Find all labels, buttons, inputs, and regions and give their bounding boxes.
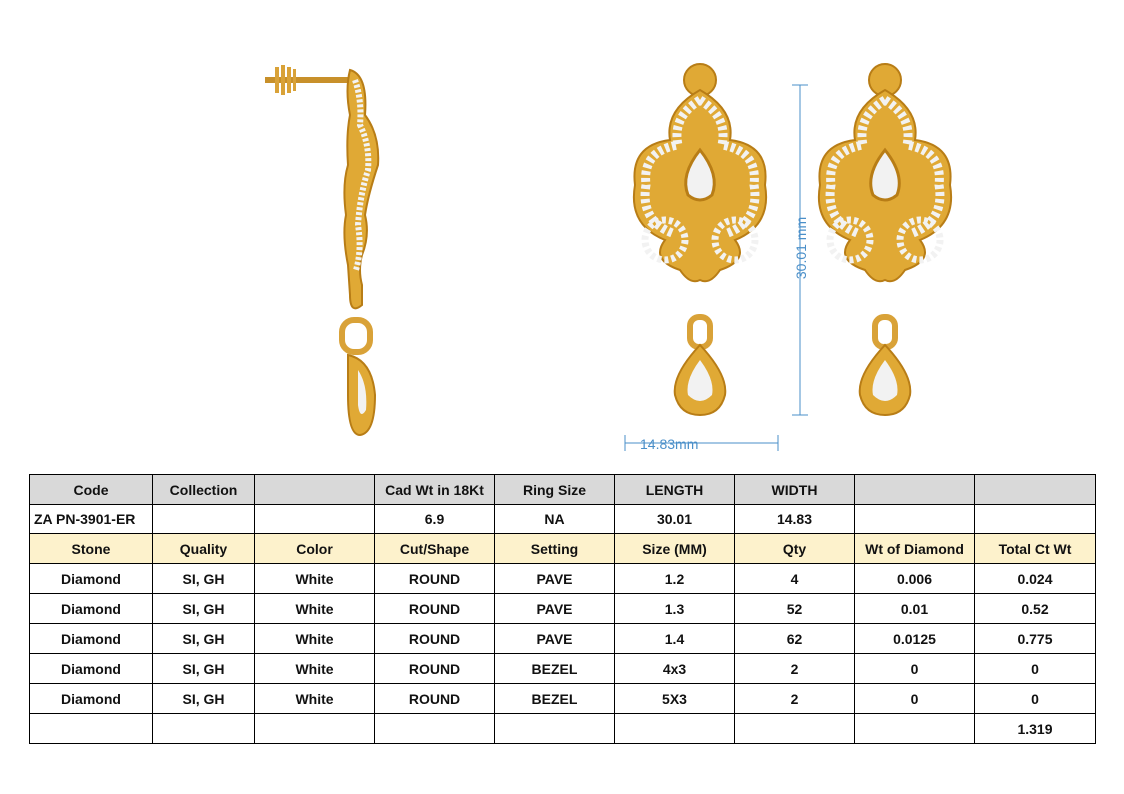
table-cell: Diamond xyxy=(30,684,153,714)
header-cell: Cut/Shape xyxy=(375,534,495,564)
table-cell: 0.52 xyxy=(975,594,1096,624)
table-cell: 2 xyxy=(735,684,855,714)
table-cell: ROUND xyxy=(375,564,495,594)
table-cell: PAVE xyxy=(495,624,615,654)
table-row xyxy=(30,594,1096,624)
table-cell: 52 xyxy=(735,594,855,624)
header-cell: Total Ct Wt xyxy=(975,534,1096,564)
info-cell xyxy=(255,505,375,534)
header-cell: WIDTH xyxy=(735,475,855,505)
header-cell: Quality xyxy=(153,534,255,564)
info-cell xyxy=(153,505,255,534)
table-cell: ROUND xyxy=(375,624,495,654)
header-cell: Collection xyxy=(153,475,255,505)
table-cell xyxy=(255,714,375,744)
table-cell xyxy=(30,714,153,744)
table-cell: ROUND xyxy=(375,654,495,684)
table-cell: 0.775 xyxy=(975,624,1096,654)
table-cell: 0.006 xyxy=(855,564,975,594)
header-cell: Stone xyxy=(30,534,153,564)
table-cell: White xyxy=(255,654,375,684)
info-cell xyxy=(855,505,975,534)
table-cell: Diamond xyxy=(30,594,153,624)
header-cell: Code xyxy=(30,475,153,505)
table-cell xyxy=(495,714,615,744)
table-cell xyxy=(735,714,855,744)
table-cell: 0 xyxy=(975,684,1096,714)
table-cell: ROUND xyxy=(375,684,495,714)
length-value: 30.01 xyxy=(615,505,735,534)
table-row xyxy=(30,564,1096,594)
width-value: 14.83 xyxy=(735,505,855,534)
total-ct-wt: 1.319 xyxy=(975,714,1096,744)
table-cell: 4 xyxy=(735,564,855,594)
table-cell: 2 xyxy=(735,654,855,684)
table-cell: 1.3 xyxy=(615,594,735,624)
table-subheader-row xyxy=(30,534,1096,564)
table-cell: 0 xyxy=(855,684,975,714)
cad-weight: 6.9 xyxy=(375,505,495,534)
table-cell: 62 xyxy=(735,624,855,654)
length-dimension-label: 30.01 mm xyxy=(793,216,810,280)
product-code: ZA PN-3901-ER xyxy=(30,505,153,534)
header-cell: LENGTH xyxy=(615,475,735,505)
table-cell: 5X3 xyxy=(615,684,735,714)
table-cell: SI, GH xyxy=(153,564,255,594)
table-cell: 0 xyxy=(855,654,975,684)
table-cell: BEZEL xyxy=(495,684,615,714)
header-cell xyxy=(855,475,975,505)
header-cell: Qty xyxy=(735,534,855,564)
table-cell: BEZEL xyxy=(495,654,615,684)
table-header-row xyxy=(30,475,1096,505)
table-cell: Diamond xyxy=(30,654,153,684)
table-cell: White xyxy=(255,624,375,654)
table-cell: 0.01 xyxy=(855,594,975,624)
table-cell: SI, GH xyxy=(153,684,255,714)
table-total-row xyxy=(30,714,1096,744)
spec-table xyxy=(29,474,1096,744)
header-cell: Setting xyxy=(495,534,615,564)
table-cell: White xyxy=(255,564,375,594)
table-row xyxy=(30,654,1096,684)
table-cell: 0.0125 xyxy=(855,624,975,654)
table-cell: SI, GH xyxy=(153,654,255,684)
header-cell: Wt of Diamond xyxy=(855,534,975,564)
table-cell: PAVE xyxy=(495,594,615,624)
table-row xyxy=(30,624,1096,654)
header-cell: Cad Wt in 18Kt xyxy=(375,475,495,505)
width-dimension-label: 14.83mm xyxy=(640,436,699,452)
ring-size: NA xyxy=(495,505,615,534)
info-cell xyxy=(975,505,1096,534)
table-cell: 0.024 xyxy=(975,564,1096,594)
header-cell: Size (MM) xyxy=(615,534,735,564)
table-cell xyxy=(855,714,975,744)
header-cell: Ring Size xyxy=(495,475,615,505)
table-cell: SI, GH xyxy=(153,624,255,654)
table-cell xyxy=(375,714,495,744)
header-cell: Color xyxy=(255,534,375,564)
table-cell: 0 xyxy=(975,654,1096,684)
table-cell: SI, GH xyxy=(153,594,255,624)
table-cell: 1.4 xyxy=(615,624,735,654)
table-cell: 1.2 xyxy=(615,564,735,594)
table-row xyxy=(30,684,1096,714)
table-cell xyxy=(615,714,735,744)
table-cell: Diamond xyxy=(30,624,153,654)
table-cell: White xyxy=(255,684,375,714)
table-info-row xyxy=(30,505,1096,534)
header-cell xyxy=(255,475,375,505)
table-cell: PAVE xyxy=(495,564,615,594)
table-cell: Diamond xyxy=(30,564,153,594)
header-cell xyxy=(975,475,1096,505)
earring-side-view-image xyxy=(250,55,390,440)
table-cell: White xyxy=(255,594,375,624)
table-cell xyxy=(153,714,255,744)
table-cell: ROUND xyxy=(375,594,495,624)
table-cell: 4x3 xyxy=(615,654,735,684)
